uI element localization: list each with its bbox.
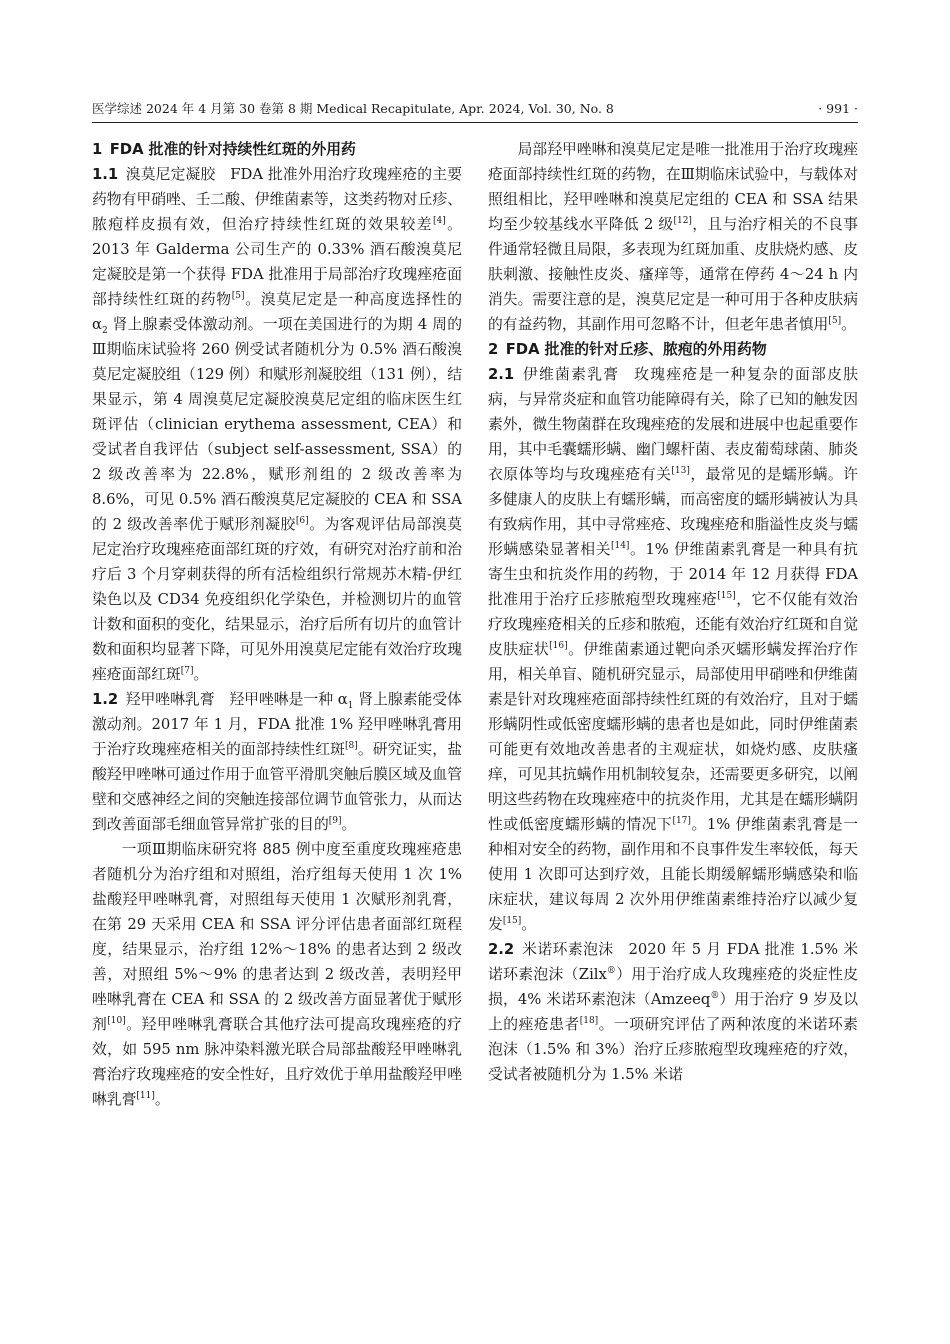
page-number: · 991 · [818,101,858,116]
subsection-title: 羟甲唑啉乳膏 [125,691,215,708]
registered-mark: ® [606,966,616,977]
body-text: 。 [341,816,357,833]
subscript: 2 [102,325,108,336]
journal-citation: 医学综述 2024 年 4 月第 30 卷第 8 期 Medical Recapitulate, Apr. 2024, Vol. 30, No. 8 [92,101,614,116]
body-text: 玫瑰痤疮是一种复杂的面部皮肤病，与异常炎症和血管功能障碍有关，除了已知的触发因素外，微生物菌群在玫瑰痤疮的发展和进展中也起重要作用，其中毛囊蠕形螨、幽门螺杆菌、表皮葡萄球菌、肺炎衣原体等均与玫瑰痤疮有关 [488,366,858,483]
citation: [10] [107,1016,126,1027]
paragraph-2-1 [488,362,858,937]
paragraph-2-2 [488,937,858,1087]
section-number: 1 [92,141,103,158]
body-text: 。 [154,1091,170,1108]
body-text: FDA 批准外用治疗玫瑰痤疮的主要药物有甲硝唑、壬二酸、伊维菌素等，这类药物对丘疹、脓疱样皮损有效，但治疗持续性红斑的效果较差 [92,166,462,233]
body-text: 。溴莫尼定是一种高度选择性的 α [92,291,462,333]
citation: [15] [717,591,736,602]
body-text: 。1% 伊维菌素乳膏是一种具有抗寄生虫和抗炎作用的药物，于 2014 年 12 月获得 FDA 批准用于治疗丘疹脓疱型玫瑰痤疮 [488,541,858,608]
body-text: 。伊维菌素通过靶向杀灭蠕形螨发挥治疗作用，相关单盲、随机研究显示，局部使用甲硝唑和伊维菌素是针对玫瑰痤疮面部持续性红斑的有效治疗，且对于蠕形螨阴性或低密度蠕形螨的患者也是如此，同时伊维菌素可能更有效地改善患者的主观症状，如烧灼感、皮肤瘙痒，可见其抗螨作用机制较复杂，还需要更多研究，以阐明这些药物在玫瑰痤疮中的抗炎作用，尤其是在蠕形螨阴性或低密度蠕形螨的情况下 [488,641,858,833]
subsection-number: 1.2 [92,691,119,708]
body-text: ，最常见的是蠕形螨。许多健康人的皮肤上有蠕形螨，而高密度的蠕形螨被认为具有致病作用，其中寻常痤疮、玫瑰痤疮和脂溢性皮炎与蠕形螨感染显著相关 [488,466,858,558]
subsection-number: 1.1 [92,166,119,183]
citation: [12] [673,216,692,227]
section-1-heading [92,137,462,162]
citation: [9] [328,816,342,827]
paragraph-1-1 [92,162,462,687]
citation: [6] [295,516,309,527]
citation: [14] [610,541,630,552]
paragraph-1-2-summary [488,137,858,337]
body-text: 一项Ⅲ期临床研究将 885 例中度至重度玫瑰痤疮患者随机分为治疗组和对照组，治疗组每天使用 1 次 1% 盐酸羟甲唑啉乳膏，对照组每天使用 1 次赋形剂乳膏，在第 29 天采用 CEA 和 SSA 评分评估患者面部红斑程度，结果显示，治疗组 12%～18% 的患者达到 2 级改善，对照组 5%～9% 的患者达到 2 级改善，表明羟甲唑啉乳膏在 CEA 和 SSA 的 2 级改善方面显著优于赋形剂 [92,841,462,1033]
header-rule [92,122,858,123]
body-text: 肾上腺素受体激动剂。一项在美国进行的为期 4 周的Ⅲ期临床试验将 260 例受试者随机分为 0.5% 酒石酸溴莫尼定凝胶组（129 例）和赋形剂凝胶组（131 例），结果显示，第 4 周溴莫尼定凝胶溴莫尼定组的临床医生红斑评估（clinician erythema assessment, CEA）和受试者自我评估（subject self-assessment, SSA）的 2 级改善率为 22.8%，赋形剂组的 2 级改善率为 8.6%，可见 0.5% 酒石酸溴莫尼定凝胶的 CEA 和 SSA 的 2 级改善率优于赋形剂凝胶 [92,316,462,533]
left-column [92,137,462,1112]
body-text: ，它不仅能有效治疗玫瑰痤疮相关的丘疹和脓疱，还能有效治疗红斑和自觉皮肤症状 [488,591,858,658]
citation: [4] [432,216,446,227]
subscript: 1 [347,700,354,711]
subsection-title: 伊维菌素乳膏 [521,366,620,383]
citation: [11] [136,1091,155,1102]
subsection-title: 米诺环素泡沫 [521,941,614,958]
subsection-number: 2.2 [488,941,515,958]
body-text: 羟甲唑啉是一种 α [229,691,348,708]
citation: [7] [180,666,194,677]
body-text: 。羟甲唑啉乳膏联合其他疗法可提高玫瑰痤疮的疗效，如 595 nm 脉冲染料激光联合局部盐酸羟甲唑啉乳膏治疗玫瑰痤疮的安全性好，且疗效优于单用盐酸羟甲唑啉乳膏 [92,1016,462,1108]
body-text: ）用于治疗成人玫瑰痤疮的炎症性皮损，4% 米诺环素泡沫（Amzeeq [488,966,858,1008]
section-number: 2 [488,341,499,358]
body-text: ）用于治疗 9 岁及以上的痤疮患者 [488,991,858,1033]
subsection-number: 2.1 [488,366,515,383]
body-text: 。2013 年 Galderma 公司生产的 0.33% 酒石酸溴莫尼定凝胶是第一个获得 FDA 批准用于局部治疗玫瑰痤疮面部持续性红斑的药物 [92,216,462,308]
body-text: 肾上腺素能受体激动剂。2017 年 1 月，FDA 批准 1% 羟甲唑啉乳膏用于治疗玫瑰痤疮相关的面部持续性红斑 [92,691,462,758]
subsection-title: 溴莫尼定凝胶 [125,166,216,183]
citation: [15] [502,916,522,927]
body-text: 。为客观评估局部溴莫尼定治疗玫瑰痤疮面部红斑的疗效，有研究对治疗前和治疗后 3 个月穿刺获得的所有活检组织行常规苏木精-伊红染色以及 CD34 免疫组织化学染色，并检测切片的血管计数和面积的变化，结果显示，治疗后所有切片的血管计数和面积均显著下降，可见外用溴莫尼定能有效治疗玫瑰痤疮面部红斑 [92,516,462,683]
citation: [18] [579,1016,599,1027]
body-text: 。 [193,666,209,683]
citation: [5] [828,316,842,327]
registered-mark: ® [710,991,720,1002]
body-text: 。 [841,316,856,333]
body-text: 。1% 伊维菌素乳膏是一种相对安全的药物，副作用和不良事件发生率较低，每天使用 1 次即可达到疗效，且能长期缓解蠕形螨感染和临床症状，建议每周 2 次外用伊维菌素维持治疗以减少复发 [488,816,858,933]
body-text: 局部羟甲唑啉和溴莫尼定是唯一批准用于治疗玫瑰痤疮面部持续性红斑的药物，在Ⅲ期临床试验中，与载体对照组相比，羟甲唑啉和溴莫尼定组的 CEA 和 SSA 结果均至少较基线水平降低 2 级 [488,141,858,233]
section-2-heading [488,337,858,362]
body-text: 2020 年 5 月 FDA 批准 1.5% 米诺环素泡沫（Zilx [488,941,858,983]
section-title: FDA 批准的针对丘疹、脓疱的外用药物 [505,341,767,358]
section-title: FDA 批准的针对持续性红斑的外用药 [109,141,356,158]
right-column [488,137,858,1087]
citation: [8] [345,741,358,752]
body-text: 。研究证实，盐酸羟甲唑啉可通过作用于血管平滑肌突触后膜区域及血管壁和交感神经之间的突触连接部位调节血管张力，从而达到改善面部毛细血管异常扩张的目的 [92,741,462,833]
body-text: ，且与治疗相关的不良事件通常轻微且局限，多表现为红斑加重、皮肤烧灼感、皮肤刺激、接触性皮炎、瘙痒等，通常在停药 4～24 h 内消失。需要注意的是，溴莫尼定是一种可用于各种皮肤病的有益药物，其副作用可忽略不计，但老年患者慎用 [488,216,858,333]
citation: [17] [672,816,691,827]
citation: [16] [549,641,568,652]
paragraph-1-2-trial [92,837,462,1112]
body-text: 。 [521,916,537,933]
citation: [13] [671,466,690,477]
paragraph-1-2 [92,687,462,837]
body-text: 。一项研究评估了两种浓度的米诺环素泡沫（1.5% 和 3%）治疗丘疹脓疱型玫瑰痤疮的疗效，受试者被随机分为 1.5% 米诺 [488,1016,858,1083]
citation: [5] [231,291,245,302]
